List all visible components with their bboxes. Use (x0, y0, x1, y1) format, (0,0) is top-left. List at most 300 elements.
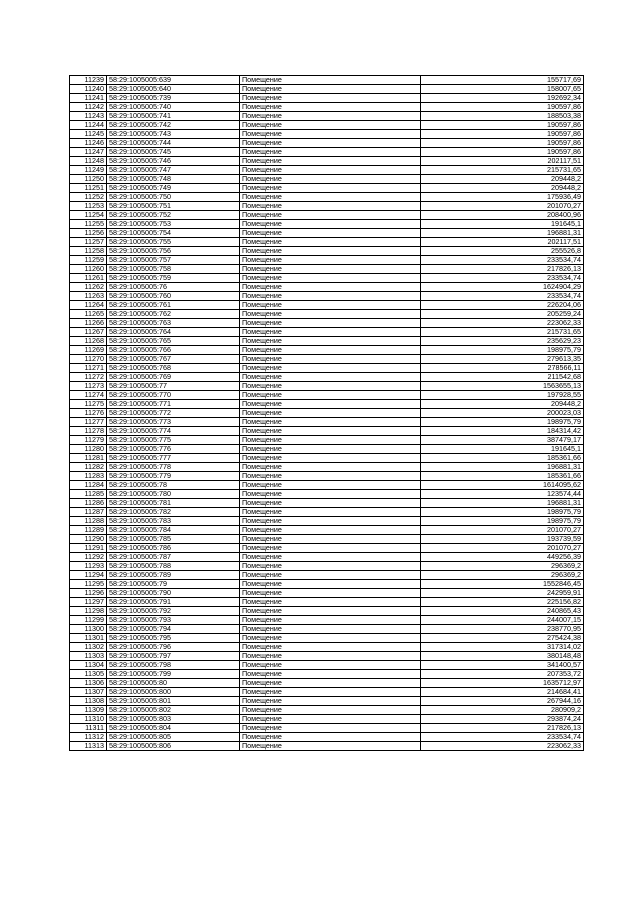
cadastral-number-cell: 58:29:1005005:639 (107, 76, 240, 85)
cadastral-value-cell: 217826,13 (421, 265, 584, 274)
table-row (70, 625, 584, 634)
cadastral-number-cell: 58:29:1005005:743 (107, 130, 240, 139)
cadastral-value-cell: 202117,51 (421, 238, 584, 247)
cadastral-value-cell: 279613,35 (421, 355, 584, 364)
cadastral-value-cell: 196881,31 (421, 499, 584, 508)
cadastral-number-cell: 58:29:1005005:779 (107, 472, 240, 481)
row-number-cell: 11240 (70, 85, 107, 94)
object-type-cell: Помещение (240, 283, 421, 292)
cadastral-number-cell: 58:29:1005005:806 (107, 742, 240, 751)
cadastral-value-cell: 278566,11 (421, 364, 584, 373)
table-row (70, 130, 584, 139)
cadastral-value-cell: 211542,68 (421, 373, 584, 382)
cadastral-number-cell: 58:29:1005005:771 (107, 400, 240, 409)
cadastral-value-cell: 158007,65 (421, 85, 584, 94)
object-type-cell: Помещение (240, 103, 421, 112)
row-number-cell: 11261 (70, 274, 107, 283)
cadastral-number-cell: 58:29:1005005:794 (107, 625, 240, 634)
table-row (70, 742, 584, 751)
cadastral-number-cell: 58:29:1005005:769 (107, 373, 240, 382)
table-row (70, 724, 584, 733)
cadastral-number-cell: 58:29:1005005:746 (107, 157, 240, 166)
cadastral-number-cell: 58:29:1005005:759 (107, 274, 240, 283)
object-type-cell: Помещение (240, 76, 421, 85)
table-row (70, 598, 584, 607)
object-type-cell: Помещение (240, 157, 421, 166)
cadastral-value-cell: 1635712,97 (421, 679, 584, 688)
row-number-cell: 11295 (70, 580, 107, 589)
table-row (70, 553, 584, 562)
cadastral-value-cell: 215731,65 (421, 166, 584, 175)
cadastral-value-cell: 296369,2 (421, 571, 584, 580)
table-row (70, 535, 584, 544)
table-row (70, 733, 584, 742)
cadastral-number-cell: 58:29:1005005:756 (107, 247, 240, 256)
object-type-cell: Помещение (240, 562, 421, 571)
table-row (70, 94, 584, 103)
table-row (70, 76, 584, 85)
row-number-cell: 11293 (70, 562, 107, 571)
table-row (70, 346, 584, 355)
row-number-cell: 11290 (70, 535, 107, 544)
cadastral-number-cell: 58:29:1005005:787 (107, 553, 240, 562)
row-number-cell: 11308 (70, 697, 107, 706)
cadastral-number-cell: 58:29:1005005:799 (107, 670, 240, 679)
cadastral-number-cell: 58:29:1005005:793 (107, 616, 240, 625)
cadastral-value-cell: 202117,51 (421, 157, 584, 166)
object-type-cell: Помещение (240, 373, 421, 382)
object-type-cell: Помещение (240, 364, 421, 373)
row-number-cell: 11292 (70, 553, 107, 562)
object-type-cell: Помещение (240, 472, 421, 481)
table-row (70, 238, 584, 247)
row-number-cell: 11302 (70, 643, 107, 652)
object-type-cell: Помещение (240, 580, 421, 589)
cadastral-number-cell: 58:29:1005005:766 (107, 346, 240, 355)
row-number-cell: 11242 (70, 103, 107, 112)
cadastral-number-cell: 58:29:1005005:778 (107, 463, 240, 472)
cadastral-value-cell: 341400,57 (421, 661, 584, 670)
cadastral-value-cell: 198975,79 (421, 346, 584, 355)
row-number-cell: 11297 (70, 598, 107, 607)
row-number-cell: 11274 (70, 391, 107, 400)
cadastral-number-cell: 58:29:1005005:753 (107, 220, 240, 229)
row-number-cell: 11254 (70, 211, 107, 220)
table-row (70, 409, 584, 418)
row-number-cell: 11283 (70, 472, 107, 481)
cadastral-number-cell: 58:29:1005005:805 (107, 733, 240, 742)
object-type-cell: Помещение (240, 355, 421, 364)
cadastral-value-cell: 192692,34 (421, 94, 584, 103)
table-row (70, 274, 584, 283)
table-row (70, 670, 584, 679)
table-row (70, 562, 584, 571)
object-type-cell: Помещение (240, 661, 421, 670)
row-number-cell: 11298 (70, 607, 107, 616)
cadastral-value-cell: 207353,72 (421, 670, 584, 679)
table-row (70, 454, 584, 463)
object-type-cell: Помещение (240, 400, 421, 409)
row-number-cell: 11309 (70, 706, 107, 715)
row-number-cell: 11241 (70, 94, 107, 103)
cadastral-value-cell: 190597,86 (421, 148, 584, 157)
cadastral-value-cell: 233534,74 (421, 256, 584, 265)
table-row (70, 121, 584, 130)
object-type-cell: Помещение (240, 265, 421, 274)
cadastral-number-cell: 58:29:1005005:754 (107, 229, 240, 238)
table-row (70, 166, 584, 175)
table-row (70, 202, 584, 211)
object-type-cell: Помещение (240, 724, 421, 733)
table-row (70, 661, 584, 670)
cadastral-number-cell: 58:29:1005005:792 (107, 607, 240, 616)
cadastral-value-cell: 196881,31 (421, 463, 584, 472)
cadastral-number-cell: 58:29:1005005:752 (107, 211, 240, 220)
object-type-cell: Помещение (240, 337, 421, 346)
row-number-cell: 11304 (70, 661, 107, 670)
cadastral-value-cell: 240865,43 (421, 607, 584, 616)
row-number-cell: 11313 (70, 742, 107, 751)
table-row (70, 499, 584, 508)
row-number-cell: 11284 (70, 481, 107, 490)
cadastral-number-cell: 58:29:1005005:77 (107, 382, 240, 391)
row-number-cell: 11246 (70, 139, 107, 148)
table-row (70, 247, 584, 256)
table-row (70, 490, 584, 499)
row-number-cell: 11287 (70, 508, 107, 517)
cadastral-value-cell: 198975,79 (421, 418, 584, 427)
object-type-cell: Помещение (240, 148, 421, 157)
row-number-cell: 11273 (70, 382, 107, 391)
table-row (70, 715, 584, 724)
cadastral-number-cell: 58:29:1005005:739 (107, 94, 240, 103)
object-type-cell: Помещение (240, 499, 421, 508)
table-row (70, 382, 584, 391)
object-type-cell: Помещение (240, 517, 421, 526)
row-number-cell: 11272 (70, 373, 107, 382)
object-type-cell: Помещение (240, 229, 421, 238)
table-row (70, 436, 584, 445)
cadastral-number-cell: 58:29:1005005:781 (107, 499, 240, 508)
cadastral-value-cell: 123574,44 (421, 490, 584, 499)
table-row (70, 688, 584, 697)
row-number-cell: 11299 (70, 616, 107, 625)
cadastral-number-cell: 58:29:1005005:800 (107, 688, 240, 697)
object-type-cell: Помещение (240, 166, 421, 175)
cadastral-number-cell: 58:29:1005005:782 (107, 508, 240, 517)
cadastral-number-cell: 58:29:1005005:745 (107, 148, 240, 157)
cadastral-value-cell: 1563655,13 (421, 382, 584, 391)
cadastral-number-cell: 58:29:1005005:790 (107, 589, 240, 598)
row-number-cell: 11303 (70, 652, 107, 661)
table-row (70, 355, 584, 364)
cadastral-value-cell: 196881,31 (421, 229, 584, 238)
table-row (70, 517, 584, 526)
object-type-cell: Помещение (240, 589, 421, 598)
cadastral-value-cell: 223062,33 (421, 742, 584, 751)
row-number-cell: 11279 (70, 436, 107, 445)
table-row (70, 175, 584, 184)
row-number-cell: 11267 (70, 328, 107, 337)
cadastral-number-cell: 58:29:1005005:765 (107, 337, 240, 346)
table-row (70, 427, 584, 436)
cadastral-value-cell: 1624904,29 (421, 283, 584, 292)
cadastral-value-cell: 155717,69 (421, 76, 584, 85)
object-type-cell: Помещение (240, 625, 421, 634)
table-row (70, 265, 584, 274)
object-type-cell: Помещение (240, 607, 421, 616)
row-number-cell: 11277 (70, 418, 107, 427)
cadastral-number-cell: 58:29:1005005:797 (107, 652, 240, 661)
object-type-cell: Помещение (240, 463, 421, 472)
row-number-cell: 11249 (70, 166, 107, 175)
cadastral-value-cell: 201070,27 (421, 202, 584, 211)
object-type-cell: Помещение (240, 598, 421, 607)
cadastral-value-cell: 242959,91 (421, 589, 584, 598)
object-type-cell: Помещение (240, 346, 421, 355)
cadastral-number-cell: 58:29:1005005:758 (107, 265, 240, 274)
table-row (70, 391, 584, 400)
cadastral-number-cell: 58:29:1005005:783 (107, 517, 240, 526)
cadastral-value-cell: 200023,03 (421, 409, 584, 418)
cadastral-number-cell: 58:29:1005005:801 (107, 697, 240, 706)
table-row (70, 571, 584, 580)
object-type-cell: Помещение (240, 211, 421, 220)
object-type-cell: Помещение (240, 85, 421, 94)
table-row (70, 697, 584, 706)
object-type-cell: Помещение (240, 679, 421, 688)
cadastral-number-cell: 58:29:1005005:80 (107, 679, 240, 688)
table-row (70, 616, 584, 625)
cadastral-value-cell: 238770,95 (421, 625, 584, 634)
cadastral-value-cell: 198975,79 (421, 508, 584, 517)
object-type-cell: Помещение (240, 418, 421, 427)
object-type-cell: Помещение (240, 742, 421, 751)
object-type-cell: Помещение (240, 328, 421, 337)
row-number-cell: 11251 (70, 184, 107, 193)
cadastral-number-cell: 58:29:1005005:748 (107, 175, 240, 184)
object-type-cell: Помещение (240, 526, 421, 535)
cadastral-value-cell: 380148,48 (421, 652, 584, 661)
cadastral-value-cell: 197928,55 (421, 391, 584, 400)
object-type-cell: Помещение (240, 652, 421, 661)
table-row (70, 679, 584, 688)
cadastral-value-cell: 255526,8 (421, 247, 584, 256)
row-number-cell: 11271 (70, 364, 107, 373)
table-row (70, 418, 584, 427)
object-type-cell: Помещение (240, 274, 421, 283)
table-row (70, 184, 584, 193)
cadastral-number-cell: 58:29:1005005:776 (107, 445, 240, 454)
cadastral-number-cell: 58:29:1005005:789 (107, 571, 240, 580)
table-row (70, 634, 584, 643)
cadastral-value-cell: 184314,42 (421, 427, 584, 436)
row-number-cell: 11269 (70, 346, 107, 355)
cadastral-value-cell: 235629,23 (421, 337, 584, 346)
row-number-cell: 11306 (70, 679, 107, 688)
object-type-cell: Помещение (240, 445, 421, 454)
table-row (70, 139, 584, 148)
cadastral-number-cell: 58:29:1005005:788 (107, 562, 240, 571)
cadastral-value-cell: 209448,2 (421, 184, 584, 193)
row-number-cell: 11258 (70, 247, 107, 256)
cadastral-number-cell: 58:29:1005005:744 (107, 139, 240, 148)
table-row (70, 148, 584, 157)
row-number-cell: 11275 (70, 400, 107, 409)
row-number-cell: 11255 (70, 220, 107, 229)
cadastral-number-cell: 58:29:1005005:777 (107, 454, 240, 463)
object-type-cell: Помещение (240, 391, 421, 400)
row-number-cell: 11259 (70, 256, 107, 265)
cadastral-number-cell: 58:29:1005005:774 (107, 427, 240, 436)
row-number-cell: 11263 (70, 292, 107, 301)
object-type-cell: Помещение (240, 112, 421, 121)
cadastral-value-cell: 191645,1 (421, 220, 584, 229)
object-type-cell: Помещение (240, 616, 421, 625)
object-type-cell: Помещение (240, 427, 421, 436)
object-type-cell: Помещение (240, 508, 421, 517)
cadastral-value-cell: 226204,06 (421, 301, 584, 310)
table-row (70, 706, 584, 715)
table-row (70, 292, 584, 301)
row-number-cell: 11282 (70, 463, 107, 472)
cadastral-value-cell: 190597,86 (421, 139, 584, 148)
cadastral-number-cell: 58:29:1005005:804 (107, 724, 240, 733)
object-type-cell: Помещение (240, 454, 421, 463)
object-type-cell: Помещение (240, 175, 421, 184)
cadastral-number-cell: 58:29:1005005:757 (107, 256, 240, 265)
object-type-cell: Помещение (240, 670, 421, 679)
registry-table (69, 75, 584, 751)
cadastral-number-cell: 58:29:1005005:749 (107, 184, 240, 193)
table-row (70, 112, 584, 121)
table-row (70, 481, 584, 490)
row-number-cell: 11310 (70, 715, 107, 724)
table-row (70, 580, 584, 589)
table-row (70, 220, 584, 229)
table-row (70, 373, 584, 382)
table-row (70, 328, 584, 337)
row-number-cell: 11281 (70, 454, 107, 463)
table-row (70, 643, 584, 652)
row-number-cell: 11296 (70, 589, 107, 598)
cadastral-value-cell: 190597,86 (421, 130, 584, 139)
object-type-cell: Помещение (240, 292, 421, 301)
object-type-cell: Помещение (240, 319, 421, 328)
cadastral-number-cell: 58:29:1005005:761 (107, 301, 240, 310)
cadastral-value-cell: 1614095,62 (421, 481, 584, 490)
object-type-cell: Помещение (240, 301, 421, 310)
cadastral-value-cell: 267944,16 (421, 697, 584, 706)
row-number-cell: 11288 (70, 517, 107, 526)
cadastral-value-cell: 293874,24 (421, 715, 584, 724)
cadastral-number-cell: 58:29:1005005:767 (107, 355, 240, 364)
object-type-cell: Помещение (240, 643, 421, 652)
object-type-cell: Помещение (240, 130, 421, 139)
cadastral-value-cell: 275424,38 (421, 634, 584, 643)
object-type-cell: Помещение (240, 535, 421, 544)
row-number-cell: 11250 (70, 175, 107, 184)
cadastral-number-cell: 58:29:1005005:780 (107, 490, 240, 499)
object-type-cell: Помещение (240, 382, 421, 391)
object-type-cell: Помещение (240, 715, 421, 724)
row-number-cell: 11256 (70, 229, 107, 238)
table-row (70, 337, 584, 346)
cadastral-number-cell: 58:29:1005005:786 (107, 544, 240, 553)
object-type-cell: Помещение (240, 688, 421, 697)
row-number-cell: 11312 (70, 733, 107, 742)
object-type-cell: Помещение (240, 697, 421, 706)
object-type-cell: Помещение (240, 553, 421, 562)
row-number-cell: 11244 (70, 121, 107, 130)
cadastral-number-cell: 58:29:1005005:755 (107, 238, 240, 247)
table-row (70, 283, 584, 292)
object-type-cell: Помещение (240, 247, 421, 256)
row-number-cell: 11276 (70, 409, 107, 418)
table-row (70, 445, 584, 454)
table-row (70, 157, 584, 166)
cadastral-value-cell: 217826,13 (421, 724, 584, 733)
cadastral-number-cell: 58:29:1005005:785 (107, 535, 240, 544)
cadastral-value-cell: 244007,15 (421, 616, 584, 625)
table-row (70, 256, 584, 265)
cadastral-number-cell: 58:29:1005005:747 (107, 166, 240, 175)
object-type-cell: Помещение (240, 436, 421, 445)
object-type-cell: Помещение (240, 634, 421, 643)
cadastral-number-cell: 58:29:1005005:784 (107, 526, 240, 535)
table-row (70, 508, 584, 517)
table-row (70, 589, 584, 598)
cadastral-value-cell: 233534,74 (421, 292, 584, 301)
cadastral-value-cell: 225156,82 (421, 598, 584, 607)
cadastral-value-cell: 185361,66 (421, 454, 584, 463)
cadastral-value-cell: 190597,86 (421, 121, 584, 130)
cadastral-value-cell: 208400,96 (421, 211, 584, 220)
row-number-cell: 11264 (70, 301, 107, 310)
row-number-cell: 11268 (70, 337, 107, 346)
object-type-cell: Помещение (240, 544, 421, 553)
table-row (70, 364, 584, 373)
row-number-cell: 11305 (70, 670, 107, 679)
cadastral-number-cell: 58:29:1005005:78 (107, 481, 240, 490)
cadastral-value-cell: 205259,24 (421, 310, 584, 319)
cadastral-value-cell: 185361,66 (421, 472, 584, 481)
table-row (70, 526, 584, 535)
row-number-cell: 11311 (70, 724, 107, 733)
cadastral-number-cell: 58:29:1005005:802 (107, 706, 240, 715)
cadastral-number-cell: 58:29:1005005:741 (107, 112, 240, 121)
row-number-cell: 11252 (70, 193, 107, 202)
cadastral-value-cell: 280909,2 (421, 706, 584, 715)
table-row (70, 229, 584, 238)
cadastral-value-cell: 223062,33 (421, 319, 584, 328)
row-number-cell: 11247 (70, 148, 107, 157)
row-number-cell: 11248 (70, 157, 107, 166)
table-row (70, 400, 584, 409)
cadastral-number-cell: 58:29:1005005:740 (107, 103, 240, 112)
cadastral-number-cell: 58:29:1005005:803 (107, 715, 240, 724)
cadastral-number-cell: 58:29:1005005:796 (107, 643, 240, 652)
table-row (70, 319, 584, 328)
cadastral-value-cell: 190597,86 (421, 103, 584, 112)
registry-table-body (70, 76, 584, 751)
cadastral-value-cell: 201070,27 (421, 526, 584, 535)
cadastral-value-cell: 449256,39 (421, 553, 584, 562)
cadastral-value-cell: 233534,74 (421, 733, 584, 742)
row-number-cell: 11265 (70, 310, 107, 319)
cadastral-value-cell: 317314,02 (421, 643, 584, 652)
cadastral-value-cell: 198975,79 (421, 517, 584, 526)
